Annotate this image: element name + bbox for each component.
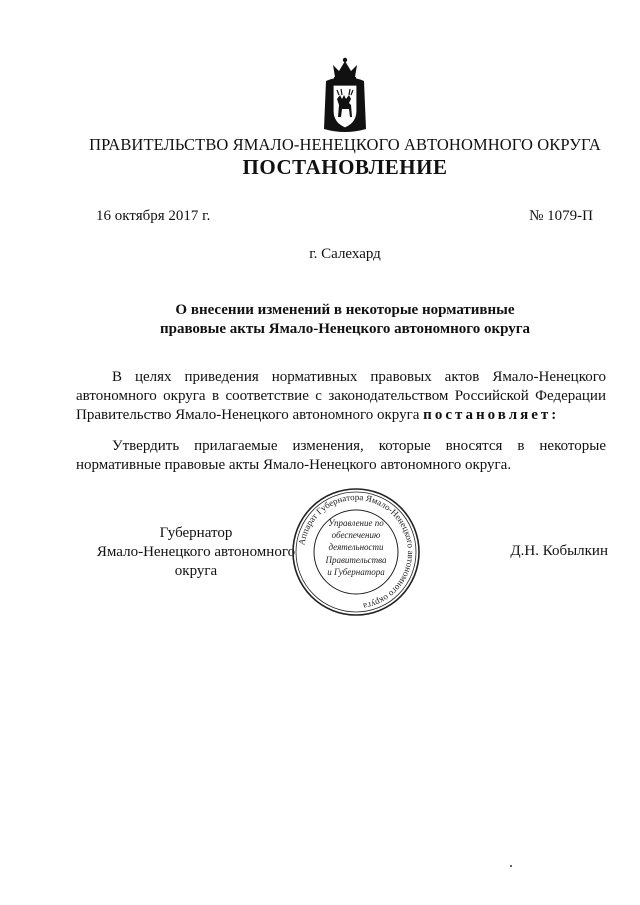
stamp-line-5: и Губернатора: [327, 567, 385, 577]
document-subject: [0, 301, 640, 339]
official-stamp: [290, 486, 422, 618]
document-date: 16 октября 2017 г.: [96, 208, 211, 224]
document-city: г. Салехард: [309, 246, 381, 262]
document-number: № 1079-П: [529, 208, 593, 224]
subject-line-2: правовые акты Ямало-Ненецкого автономного округа: [159, 321, 531, 337]
resolution-paragraph: [76, 437, 606, 475]
document-type: ПОСТАНОВЛЕНИЕ: [242, 155, 448, 179]
government-name: ПРАВИТЕЛЬСТВО ЯМАЛО-НЕНЕЦКОГО АВТОНОМНОГО ОКРУГА: [89, 135, 601, 154]
resolution-keyword: постановляет:: [423, 407, 560, 423]
stamp-ring-text: Аппарат Губернатора Ямало-Ненецкого автономного округа: [296, 491, 417, 612]
signatory-title-line-2: Ямало-Ненецкого автономного округа: [96, 544, 296, 579]
resolution-text: Утвердить прилагаемые изменения, которые вносятся в некоторые нормативные правовые акты Ямало-Ненецкого автономного округа.: [76, 438, 606, 473]
preamble-paragraph: [76, 368, 606, 425]
signatory-name: Д.Н. Кобылкин: [510, 543, 608, 559]
coat-of-arms-icon: [322, 55, 368, 137]
stamp-line-1: Управление по: [328, 518, 384, 528]
stamp-line-3: деятельности: [328, 542, 384, 552]
subject-line-1: О внесении изменений в некоторые нормативные: [175, 302, 515, 318]
preamble-text: В целях приведения нормативных правовых актов Ямало-Ненецкого автономного округа в соответствие с законодательством Российской Федерации Правительство Ямало-Ненецкого автономного округа: [76, 369, 606, 423]
signatory-title: [76, 524, 316, 581]
stamp-line-4: Правительства: [325, 555, 387, 565]
scan-speck: [510, 865, 512, 867]
stamp-line-2: обеспечению: [331, 530, 381, 540]
signatory-title-line-1: Губернатор: [159, 525, 233, 541]
